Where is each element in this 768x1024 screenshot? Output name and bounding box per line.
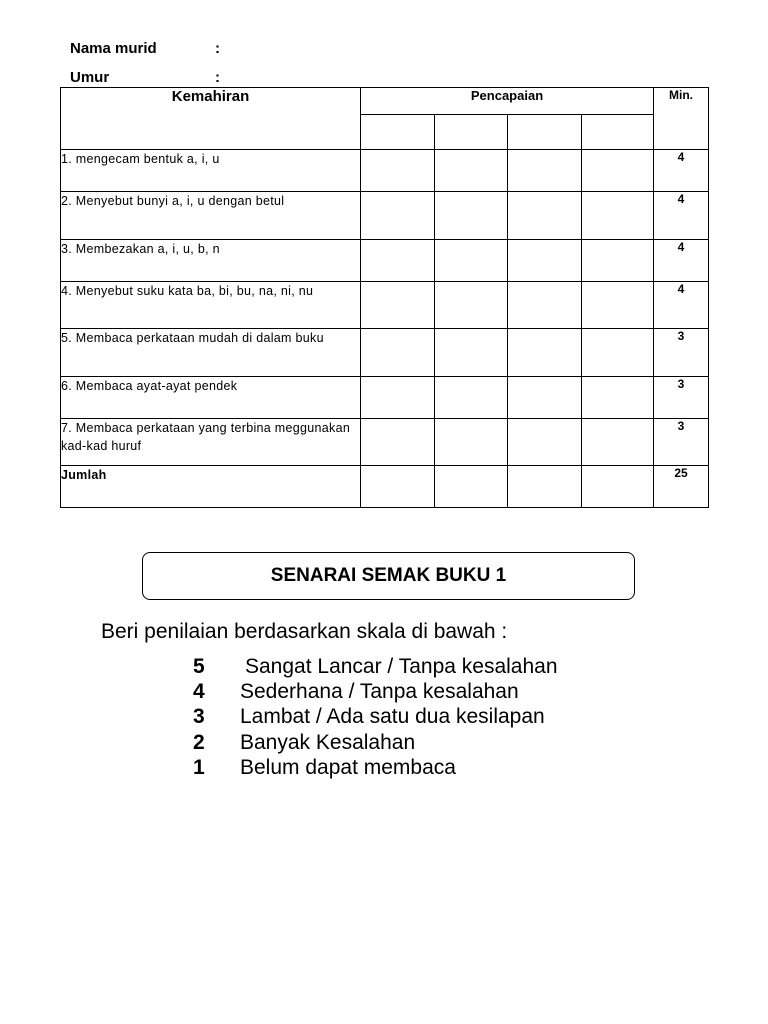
table-row [61,150,709,192]
scale-number: 5 [193,655,205,678]
scale-number: 2 [193,731,205,754]
score-cell[interactable] [508,192,582,240]
score-cell[interactable] [361,150,435,192]
score-cell[interactable] [508,329,582,377]
achievement-subcol-1 [361,115,435,150]
min-cell: 3 [654,377,709,419]
score-cell[interactable] [435,240,508,282]
skill-cell: 7. Membaca perkataan yang terbina meggunakan kad-kad huruf [61,419,361,466]
scale-number: 4 [193,680,205,703]
age-colon: : [215,69,220,86]
skill-cell: 5. Membaca perkataan mudah di dalam buku [61,329,361,377]
scale-description: Sangat Lancar / Tanpa kesalahan [245,655,558,678]
score-cell[interactable] [582,240,654,282]
min-cell: 4 [654,192,709,240]
skill-cell: 6. Membaca ayat-ayat pendek [61,377,361,419]
min-cell: 4 [654,240,709,282]
score-cell[interactable] [361,240,435,282]
header-skill: Kemahiran [61,88,361,150]
score-cell[interactable] [508,240,582,282]
score-cell[interactable] [582,282,654,329]
scale-description: Sederhana / Tanpa kesalahan [240,680,519,703]
total-row [61,466,709,508]
min-cell: 3 [654,329,709,377]
min-cell: 4 [654,282,709,329]
skill-cell: 4. Menyebut suku kata ba, bi, bu, na, ni, nu [61,282,361,329]
score-cell[interactable] [435,419,508,466]
student-name-label: Nama murid [70,40,157,57]
checklist-title: SENARAI SEMAK BUKU 1 [142,552,635,600]
instruction-text: Beri penilaian berdasarkan skala di bawah : [101,620,508,643]
header-achievement: Pencapaian [361,88,654,115]
table-row [61,329,709,377]
min-cell: 4 [654,150,709,192]
score-cell[interactable] [435,377,508,419]
table-row [61,240,709,282]
score-cell[interactable] [361,466,435,508]
scale-item [193,655,693,681]
score-cell[interactable] [582,150,654,192]
scale-description: Lambat / Ada satu dua kesilapan [240,705,545,728]
score-cell[interactable] [582,329,654,377]
score-cell[interactable] [361,329,435,377]
score-cell[interactable] [435,466,508,508]
score-cell[interactable] [582,377,654,419]
score-cell[interactable] [435,329,508,377]
skill-cell: 2. Menyebut bunyi a, i, u dengan betul [61,192,361,240]
skill-cell: 1. mengecam bentuk a, i, u [61,150,361,192]
score-cell[interactable] [582,419,654,466]
score-cell[interactable] [361,282,435,329]
score-cell[interactable] [435,150,508,192]
scale-number: 1 [193,756,205,779]
achievement-subcol-3 [508,115,582,150]
scale-description: Belum dapat membaca [240,756,456,779]
score-cell[interactable] [361,419,435,466]
age-field [70,69,220,86]
scale-item [193,705,693,731]
score-cell[interactable] [508,419,582,466]
scale-item [193,731,693,757]
score-cell[interactable] [361,192,435,240]
min-cell: 3 [654,419,709,466]
score-cell[interactable] [508,282,582,329]
table-row [61,192,709,240]
score-cell[interactable] [435,282,508,329]
table-row [61,419,709,466]
achievement-subcol-2 [435,115,508,150]
score-cell[interactable] [508,150,582,192]
score-cell[interactable] [361,377,435,419]
score-cell[interactable] [435,192,508,240]
scale-number: 3 [193,705,205,728]
score-cell[interactable] [582,466,654,508]
header-min: Min. [654,88,709,150]
score-cell[interactable] [508,377,582,419]
score-cell[interactable] [582,192,654,240]
skills-table [60,87,709,508]
table-row [61,377,709,419]
total-label: Jumlah [61,466,361,508]
table-row [61,282,709,329]
age-label: Umur [70,69,110,86]
score-cell[interactable] [508,466,582,508]
student-name-colon: : [215,40,220,57]
total-min-cell: 25 [654,466,709,508]
skill-cell: 3. Membezakan a, i, u, b, n [61,240,361,282]
scale-item [193,756,693,782]
scale-description: Banyak Kesalahan [240,731,416,754]
student-name-field [70,40,220,57]
achievement-subcol-4 [582,115,654,150]
scale-item [193,680,693,706]
